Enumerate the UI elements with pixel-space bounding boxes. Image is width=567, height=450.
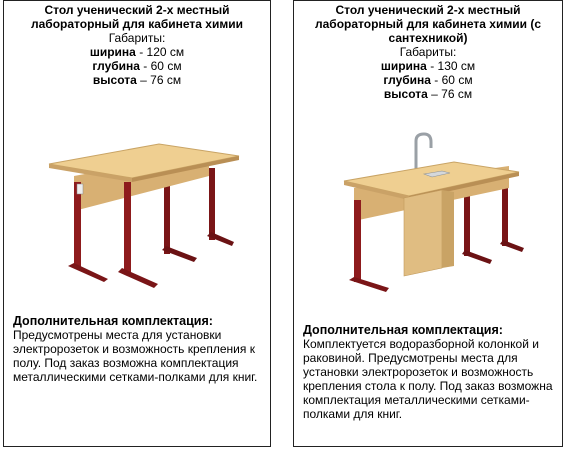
outlet-icon — [77, 184, 83, 194]
extra-options-text: Предусмотрены места для установки электророзеток и возможность крепления к полу. Под заказ возможна комплектация металлическими сетками-полками для книг. — [13, 328, 258, 384]
desk-leg — [354, 200, 361, 282]
extra-options — [13, 314, 264, 384]
card-header — [294, 1, 562, 101]
water-cabinet — [404, 190, 442, 276]
height-label: высота — [383, 87, 428, 101]
extra-options — [303, 323, 556, 421]
depth-value: - 60 см — [139, 59, 182, 73]
card-header — [4, 1, 270, 87]
depth-label: глубина — [92, 59, 140, 73]
product-title: Стол ученический 2-х местный лабораторный для кабинета химии (с сантехникой) — [314, 3, 541, 45]
dimension-depth — [4, 59, 270, 73]
desk-leg — [124, 182, 131, 274]
height-value: – 76 см — [136, 73, 182, 87]
width-label: ширина — [89, 45, 136, 59]
width-value: - 120 см — [135, 45, 185, 59]
desk-foot — [462, 250, 492, 264]
width-value: - 130 см — [426, 59, 476, 73]
extra-options-label: Дополнительная комплектация: — [13, 314, 213, 328]
water-cabinet-side — [442, 190, 454, 268]
desk-photo — [4, 136, 270, 296]
height-value: – 76 см — [427, 87, 473, 101]
dimensions-label: Габариты: — [399, 45, 457, 59]
product-title: Стол ученический 2-х местный лабораторный для кабинета химии — [30, 3, 243, 31]
desk-foot — [349, 277, 389, 292]
product-card-desk-with-sink — [293, 0, 563, 447]
extra-options-label: Дополнительная комплектация: — [303, 323, 503, 337]
depth-label: глубина — [383, 73, 431, 87]
desk-leg — [74, 182, 81, 268]
depth-value: - 60 см — [430, 73, 473, 87]
extra-options-text: Комплектуется водоразборной колонкой и раковиной. Предусмотрены места для установки электророзеток и возможность крепления стола к полу. Под заказ возможна комплектация металлическими сетками-полками для книг. — [303, 337, 553, 421]
dimensions-label: Габариты: — [108, 31, 166, 45]
desk-leg — [209, 168, 215, 240]
desk-foot — [68, 263, 108, 282]
dimension-width — [4, 45, 270, 59]
height-label: высота — [92, 73, 137, 87]
dimension-width — [294, 59, 562, 73]
dimension-height — [4, 73, 270, 87]
dimension-height — [294, 87, 562, 101]
product-card-desk — [3, 0, 271, 447]
desk-with-sink-photo — [294, 126, 562, 296]
width-label: ширина — [380, 59, 427, 73]
dimension-depth — [294, 73, 562, 87]
desk-foot — [118, 268, 158, 288]
